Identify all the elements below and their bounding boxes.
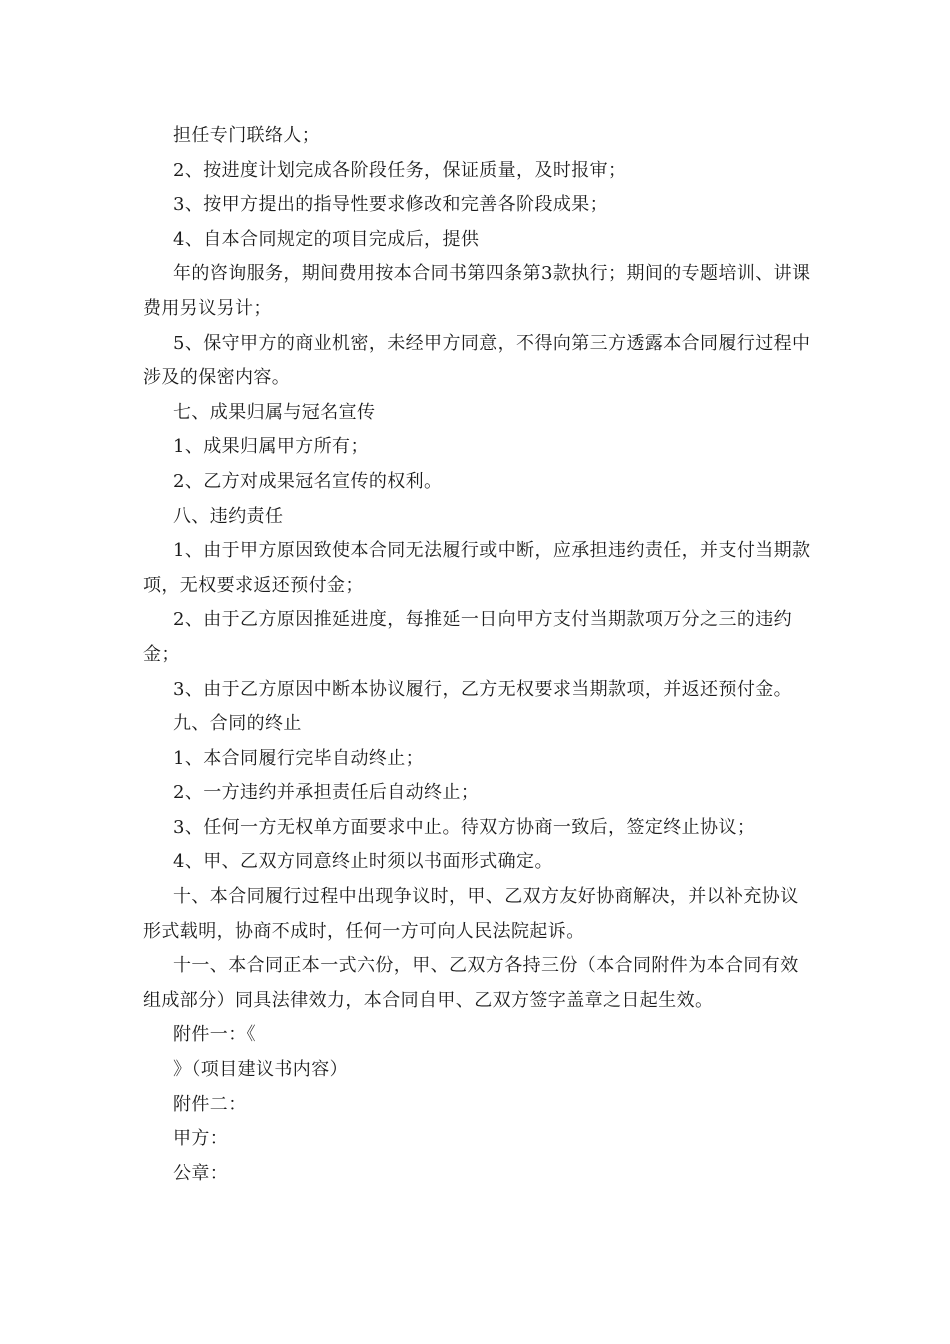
section-heading: 九、合同的终止 — [173, 713, 302, 735]
paragraph: 2、乙方对成果冠名宣传的权利。 — [173, 470, 443, 492]
paragraph: 1、成果归属甲方所有； — [173, 436, 369, 458]
paragraph: 2、由于乙方原因推延进度，每推延一日向甲方支付当期款项万分之三的违约金； — [143, 609, 793, 665]
attachment-line: 》（项目建议书内容） — [173, 1059, 348, 1081]
attachment-line: 附件二： — [173, 1093, 247, 1115]
paragraph: 十、本合同履行过程中出现争议时，甲、乙双方友好协商解决，并以补充协议形式载明，协商不成时，任何一方可向人民法院起诉。 — [143, 886, 799, 942]
paragraph: 担任专门联络人； — [173, 125, 321, 146]
paragraph: 4、甲、乙双方同意终止时须以书面形式确定。 — [173, 851, 553, 873]
paragraph: 4、自本合同规定的项目完成后，提供 — [173, 228, 480, 250]
attachment-line: 附件一：《 — [173, 1024, 256, 1046]
paragraph: 3、按甲方提出的指导性要求修改和完善各阶段成果； — [173, 194, 609, 216]
paragraph: 年的咨询服务，期间费用按本合同书第四条第3款执行；期间的专题培训、讲课费用另议另计； — [143, 263, 811, 319]
paragraph: 3、由于乙方原因中断本协议履行，乙方无权要求当期款项，并返还预付金。 — [173, 678, 793, 700]
paragraph: 5、保守甲方的商业机密，未经甲方同意，不得向第三方透露本合同履行过程中涉及的保密内容。 — [143, 332, 811, 389]
paragraph: 1、由于甲方原因致使本合同无法履行或中断，应承担违约责任，并支付当期款项，无权要求返还预付金； — [143, 540, 811, 596]
paragraph: 2、一方违约并承担责任后自动终止； — [173, 782, 480, 804]
signature-line: 甲方： — [173, 1128, 229, 1150]
paragraph: 1、本合同履行完毕自动终止； — [173, 747, 425, 769]
section-heading: 八、违约责任 — [173, 505, 284, 527]
section-heading: 七、成果归属与冠名宣传 — [173, 401, 376, 423]
signature-line: 公章： — [173, 1162, 229, 1184]
paragraph: 十一、本合同正本一式六份，甲、乙双方各持三份（本合同附件为本合同有效组成部分）同具法律效力，本合同自甲、乙双方签字盖章之日起生效。 — [143, 955, 799, 1011]
paragraph: 2、按进度计划完成各阶段任务，保证质量，及时报审； — [173, 159, 627, 181]
document-body — [143, 119, 813, 1191]
paragraph: 3、任何一方无权单方面要求中止。待双方协商一致后，签定终止协议； — [173, 816, 756, 838]
